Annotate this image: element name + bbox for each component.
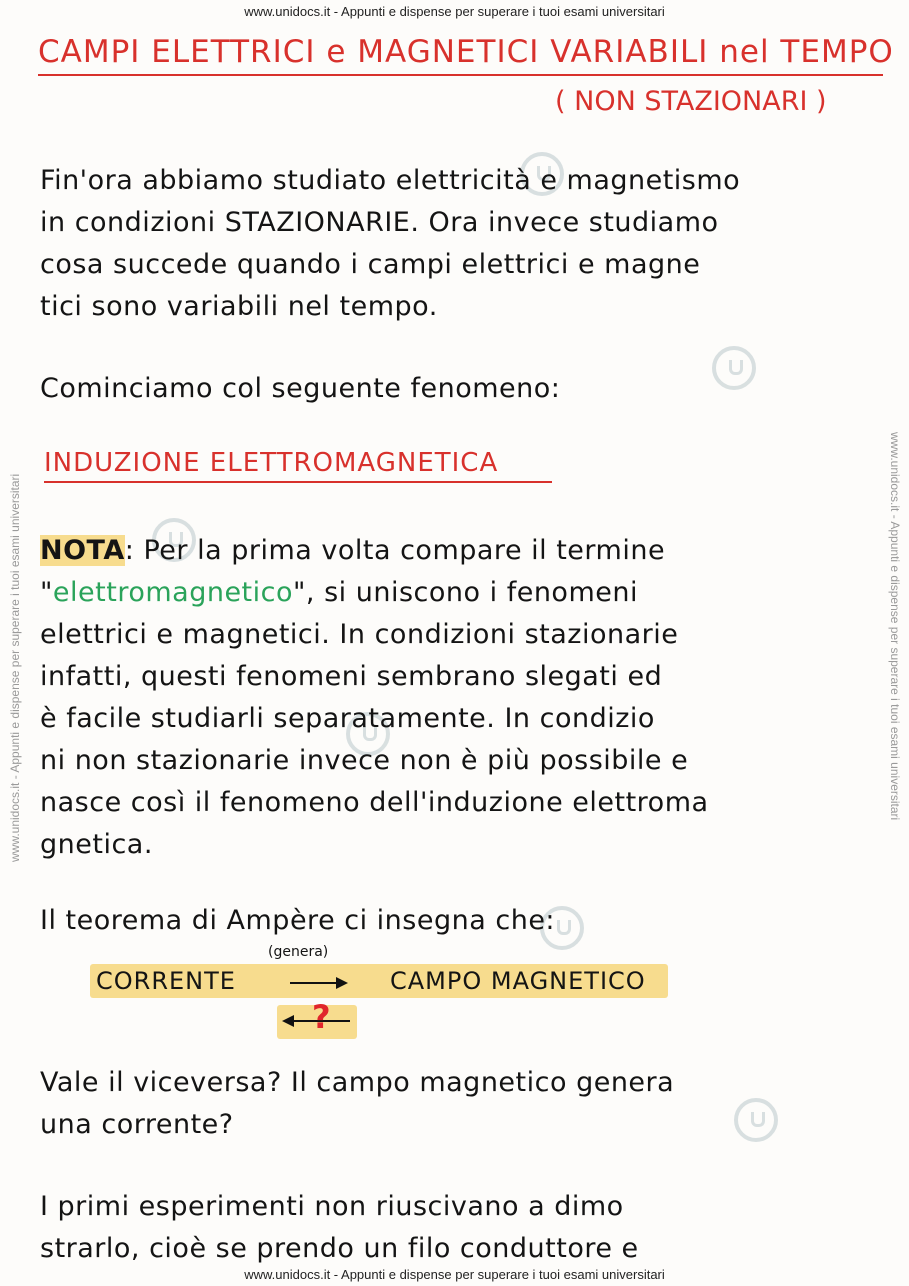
intro-line-2: in condizioni STAZIONARIE. Ora invece studiamo xyxy=(40,207,719,238)
nota-line-1-text: : Per la prima volta compare il termine xyxy=(124,535,666,566)
experiment-line-2: strarlo, cioè se prendo un filo conduttore e xyxy=(40,1233,639,1264)
question-mark: ? xyxy=(312,998,331,1036)
nota-highlight-term: elettromagnetico xyxy=(52,577,294,608)
intro-line-1: Fin'ora abbiamo studiato elettricità e magnetismo xyxy=(40,165,741,196)
title-underline xyxy=(38,74,883,76)
nota-line-7: nasce così il fenomeno dell'induzione elettroma xyxy=(40,787,709,818)
intro-line-3: cosa succede quando i campi elettrici e magne xyxy=(40,249,701,280)
nota-line-5: è facile studiarli separatamente. In condizio xyxy=(40,703,655,734)
arrow-left-icon xyxy=(282,1015,294,1027)
nota-line-3: elettrici e magnetici. In condizioni stazionarie xyxy=(40,619,679,650)
diagram-genera-label: (genera) xyxy=(268,944,329,960)
diagram-left-label: CORRENTE xyxy=(96,967,236,995)
ampere-line: Il teorema di Ampère ci insegna che: xyxy=(40,905,556,936)
intro-followup: Cominciamo col seguente fenomeno: xyxy=(40,373,561,404)
page-title: CAMPI ELETTRICI e MAGNETICI VARIABILI nel TEMPO xyxy=(38,34,894,70)
nota-line-6: ni non stazionarie invece non è più possibile e xyxy=(40,745,689,776)
watermark-bottom: www.unidocs.it - Appunti e dispense per superare i tuoi esami universitari xyxy=(244,1267,665,1282)
question-line-1: Vale il viceversa? Il campo magnetico genera xyxy=(40,1067,675,1098)
nota-line-2 xyxy=(40,572,885,613)
question-line-2: una corrente? xyxy=(40,1109,234,1140)
watermark-top: www.unidocs.it - Appunti e dispense per superare i tuoi esami universitari xyxy=(244,4,665,19)
experiment-line-1: I primi esperimenti non riuscivano a dimo xyxy=(40,1191,624,1222)
page-subtitle: ( NON STAZIONARI ) xyxy=(555,86,827,117)
watermark-left: www.unidocs.it - Appunti e dispense per superare i tuoi esami universitari xyxy=(8,473,22,862)
nota-label: NOTA xyxy=(40,535,125,566)
arrow-right-line xyxy=(290,982,336,984)
nota-line-1 xyxy=(40,530,885,571)
watermark-right: www.unidocs.it - Appunti e dispense per superare i tuoi esami universitari xyxy=(888,432,902,821)
section-heading: INDUZIONE ELETTROMAGNETICA xyxy=(44,448,499,478)
nota-line-2-text: ", si uniscono i fenomeni xyxy=(293,577,638,608)
nota-line-4: infatti, questi fenomeni sembrano slegati ed xyxy=(40,661,663,692)
nota-quote-open: " xyxy=(40,577,53,608)
arrow-right-icon xyxy=(336,977,348,989)
nota-line-8: gnetica. xyxy=(40,829,153,860)
intro-line-4: tici sono variabili nel tempo. xyxy=(40,291,438,322)
section-underline xyxy=(44,481,552,483)
diagram-right-label: CAMPO MAGNETICO xyxy=(390,967,646,995)
